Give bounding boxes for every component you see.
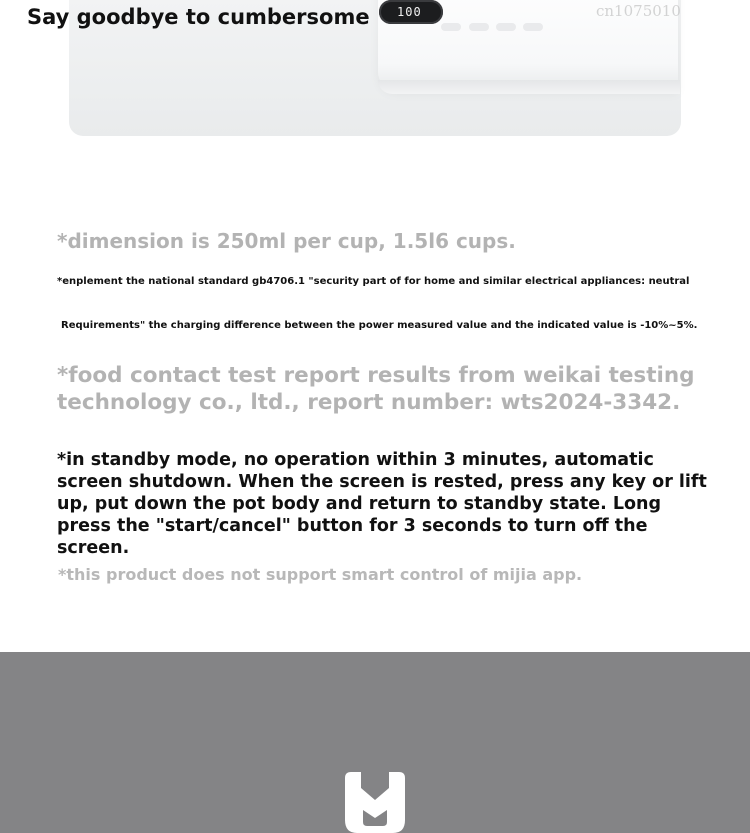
watermark: cn1075010 xyxy=(596,2,681,20)
kettle-base-edge xyxy=(378,80,680,94)
standard-note-line-2: Requirements" the charging difference between the power measured value and the indicated value is -10%~5%. xyxy=(61,320,698,331)
hero-title: Say goodbye to cumbersome xyxy=(27,5,370,29)
standby-note: *in standby mode, no operation within 3 minutes, automatic screen shutdown. When the screen is rested, press any key or lift up, put down the pot body and return to standby state. Long press the "start/cancel" button for 3 seconds to turn off the screen. xyxy=(57,450,707,558)
mijia-logo-icon xyxy=(339,770,411,833)
mijia-note: *this product does not support smart control of mijia app. xyxy=(58,565,583,584)
hero-banner xyxy=(0,0,750,140)
kettle-display: 100 xyxy=(379,0,443,24)
food-contact-note: *food contact test report results from weikai testing technology co., ltd., report number: wts2024-3342. xyxy=(57,363,695,415)
dimension-note: *dimension is 250ml per cup, 1.5l6 cups. xyxy=(57,229,516,253)
standard-note-line-1: *enplement the national standard gb4706.1 "security part of for home and similar electrical appliances: neutral xyxy=(57,276,690,287)
kettle-button-icon xyxy=(523,23,543,31)
kettle-button-icon xyxy=(496,23,516,31)
kettle-button-icon xyxy=(441,23,461,31)
kettle-button-icon xyxy=(469,23,489,31)
